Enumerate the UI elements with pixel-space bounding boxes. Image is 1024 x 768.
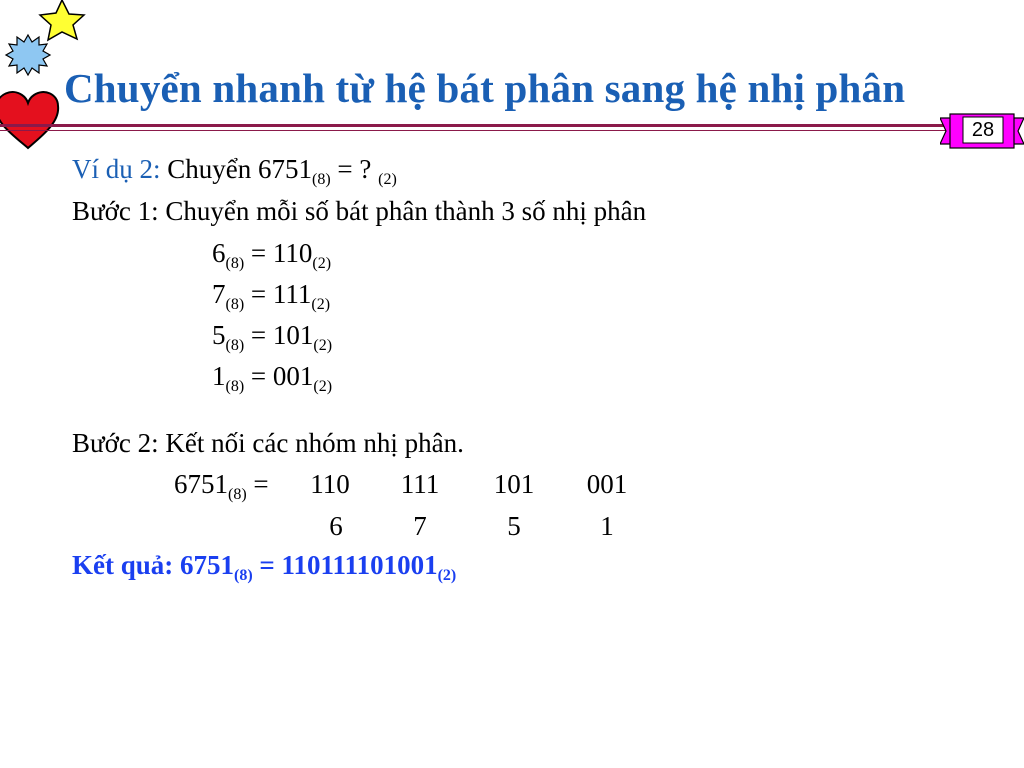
page-number: 28: [971, 119, 995, 141]
title-rule-thick: [0, 124, 1000, 127]
result-sub-from: (8): [234, 567, 253, 584]
oct-sub: (8): [225, 296, 245, 313]
example-text: Chuyển 6751: [167, 154, 313, 184]
slide-title: Chuyển nhanh từ hệ bát phân sang hệ nhị phân: [64, 65, 906, 111]
step2-number: [174, 469, 269, 503]
oct-sub: (8): [225, 337, 245, 354]
bin-sub: (2): [313, 378, 333, 395]
octal-number: 6751: [174, 469, 228, 499]
result-line: [72, 550, 457, 584]
octal-digit-label: 7: [413, 511, 427, 541]
bin-value: = 001: [244, 361, 314, 391]
star-icon: [40, 0, 84, 40]
oct-digit: 1: [212, 361, 226, 391]
octal-digit-label: 1: [600, 511, 614, 541]
oct-digit: 5: [212, 320, 226, 350]
step1-text: Bước 1: Chuyển mỗi số bát phân thành 3 số nhị phân: [72, 196, 647, 226]
bin-sub: (2): [313, 337, 333, 354]
conversion-row: [212, 361, 333, 395]
result-label: Kết quả: 6751: [72, 550, 234, 580]
binary-group: 110: [310, 469, 350, 499]
example-line: [72, 154, 397, 188]
bin-value: = 110: [244, 238, 313, 268]
oct-digit: 6: [212, 238, 226, 268]
example-sub-to: (2): [378, 171, 397, 188]
result-value: = 110111101001: [252, 550, 438, 580]
conversion-row: [212, 238, 332, 272]
oct-sub: (8): [225, 255, 245, 272]
octal-digit-label: 5: [507, 511, 521, 541]
bin-sub: (2): [312, 255, 332, 272]
result-sub-to: (2): [437, 567, 457, 584]
step2-text: Bước 2: Kết nối các nhóm nhị phân.: [72, 428, 464, 458]
example-label: Ví dụ 2:: [72, 154, 161, 184]
binary-group: 001: [586, 469, 628, 499]
starburst-icon: [6, 35, 50, 75]
binary-group: 111: [400, 469, 440, 499]
bin-value: = 111: [244, 279, 312, 309]
conversion-row: [212, 279, 331, 313]
binary-group: 101: [493, 469, 535, 499]
bin-sub: (2): [311, 296, 331, 313]
bin-value: = 101: [244, 320, 314, 350]
title-rule-thin: [0, 130, 1000, 131]
octal-digit-label: 6: [329, 511, 343, 541]
example-sub-from: (8): [312, 171, 331, 188]
example-mid: = ?: [330, 154, 379, 184]
oct-sub: (8): [225, 378, 245, 395]
equals-sign: =: [246, 469, 269, 499]
conversion-row: [212, 320, 333, 354]
oct-digit: 7: [212, 279, 226, 309]
heart-icon: [0, 92, 58, 148]
octal-sub: (8): [228, 486, 247, 503]
